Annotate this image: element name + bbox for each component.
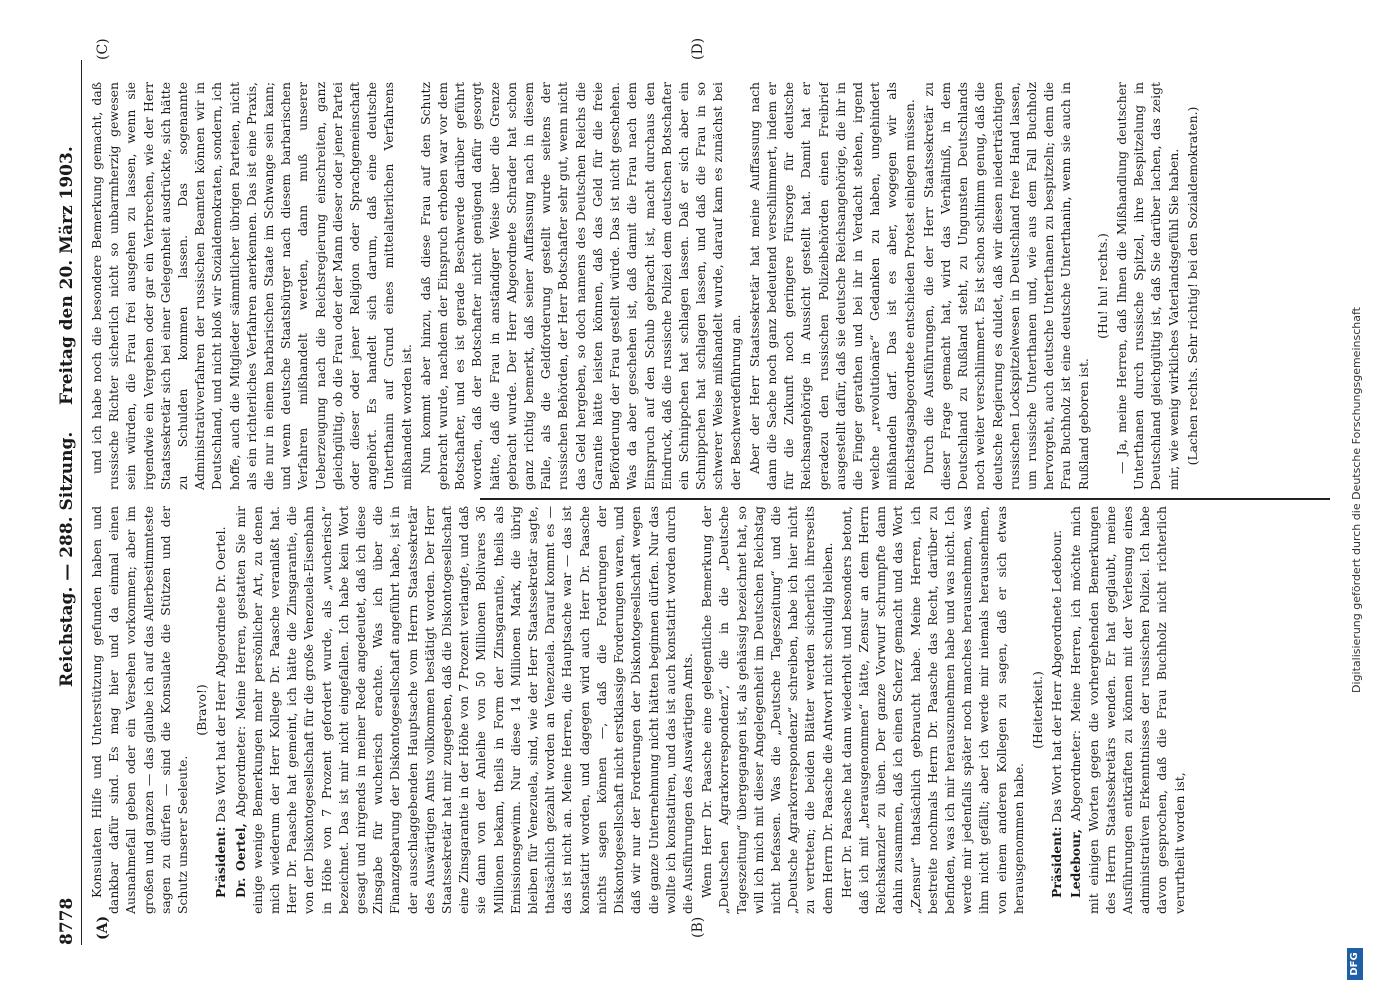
margin-letter-d: (D) <box>690 37 706 60</box>
session-title: Reichstag. — 288. Sitzung. <box>57 431 77 687</box>
speech-paragraph <box>232 506 696 914</box>
speech-paragraph: Aber der Herr Staatssekretär hat meine Auffassung nach dann die Sache noch ganz bedeutend verschlimmert, indem er für die Zukunft noch geringere Fürsorge für deutsche Reichsangehörige in Aussicht gestellt hat. Damit hat er geradezu den russischen Polizeibehörden einen Freibrief ausgestellt dafür, daß sie deutsche Reichsangehörige, die ihr in die Finger gerathen und bei ihr in Verdacht stehen, irgend welche „revolutionäre“ Gedanken zu haben, ungehindert mißhandeln darf. Das ist es aber, wogegen wir als Reichstagsabgeordnete entschieden Protest einlegen müssen. <box>746 82 917 490</box>
speech-paragraph: Konsulaten Hilfe und Unterstützung gefunden haben und dankbar dafür sind. Es mag hier und da einmal einen Ausnahmefall geben oder ein Versehen vorkommen; aber im großen und ganzen — das glaube ich auf das Allerbestimmteste sagen zu dürfen — sind die Konsulate die Stützen und der Schutz unserer Seeleute. <box>89 506 191 914</box>
interjection: (Hu! hu! rechts.) <box>1094 233 1110 339</box>
speech-paragraph <box>212 506 229 914</box>
right-column <box>88 82 1328 490</box>
speech-paragraph: Herr Dr. Paasche hat dann wiederholt und besonders betont, daß ich mit „herausgenommen“ hätte, Zensur an dem Herrn Reichskanzler zu üben. Der ganze Vorwurf schrumpfte dann dahin zusammen, daß ich einen Scherz gemacht und das Wort „Zensur“ thatsächlich gebraucht habe. Meine Herren, ich bestreite nochmals Herrn Dr. Paasche das Recht, darüber zu befinden, was ich mir herauszunehmen habe und was nicht. Ich werde mir jedenfalls später noch manches herausnehmen, was ihm nicht gefällt; aber ich werde mir niemals herausnehmen, von einem anderen Kollegen zu sagen, daß er sich etwas herausgenommen habe. <box>838 506 1026 914</box>
column-divider <box>480 498 1330 500</box>
speech-paragraph: Wenn Herr Dr. Paasche eine gelegentliche Bemerkung der „Deutschen Agrarkorrespondenz“, die in die „Deutsche Tageszeitung“ übergegangen ist, als gehässig bezeichnet hat, so will ich mich mit dieser Angelegenheit im Deutschen Reichstag nicht befassen. Was die „Deutsche Tageszeitung“ und die „Deutsche Agrarkorrespondenz“ schreiben, habe ich hier nicht zu vertreten; die beiden Blätter werden sicherlich ihrerseits dem Herrn Dr. Paasche die Antwort nicht schuldig bleiben. <box>699 506 835 914</box>
speech-text: Abgeordneter: Meine Herren, ich möchte mich mit einigen Worten gegen die vorhergehenden Bemerkungen des Herrn Staatssekretärs wenden. Er hat geglaubt, meine Ausführungen entkräften zu können mit der Verlesung eines administrativen Erkenntnisses der russischen Polizei. Ich habe davon gesprochen, daß die Frau Buchholz nicht richterlich verurtheilt worden ist, <box>1068 506 1187 914</box>
margin-letter-b: (B) <box>690 916 706 938</box>
speech-text: Das Wort hat der Herr Abgeordnete Dr. Oertel. <box>213 526 229 823</box>
speech-text: Das Wort hat der Herr Abgeordnete Ledebour. <box>1049 529 1065 823</box>
interjection: (Lachen rechts. Sehr richtig! bei den Sozialdemokraten.) <box>1184 106 1200 466</box>
running-head <box>55 60 82 945</box>
interjection: (Heiterkeit.) <box>1029 671 1045 749</box>
speaker-name: Präsident: <box>213 826 229 898</box>
margin-letter-a: (A) <box>95 915 111 940</box>
speech-paragraph <box>1048 506 1065 914</box>
speech-paragraph: und ich habe noch die besondere Bemerkung gemacht, daß russische Richter sicherlich nicht so unbarmherzig gewesen sein würden, die Frau frei ausgehen zu lassen, wenn sie irgendwie ein Vergehen oder gar ein Verbrechen, wie der Herr Staatssekretär sich bei einer Gelegenheit ausdrückte, sich hätte zu Schulden kommen lassen. Das sogenannte Administrativverfahren der russischen Beamten können wir in Deutschland, und nicht bloß wir Sozialdemokraten, sondern, ich hoffe, auch die Mitglieder sämmtlicher übrigen Parteien, nicht als ein richterliches Verfahren anerkennen. Das ist eine Praxis, die nur in einem barbarischen Staate im Schwange sein kann; und wenn deutsche Staatsbürger nach diesem barbarischen Verfahren mißhandelt werden, dann muß unserer Ueberzeugung nach die Reichsregierung einschreiten, ganz gleichgültig, ob die Frau oder der Mann dieser oder jener Partei oder dieser oder jener Religion oder Sprachgemeinschaft angehört. Es handelt sich darum, daß eine deutsche Unterthanin auf Grund eines mittelalterlichen Verfahrens mißhandelt worden ist. <box>89 82 414 490</box>
dfg-logo: DFG <box>1347 948 1363 980</box>
interjection: (Bravo!) <box>194 684 210 736</box>
session-date: Freitag den 20. März 1903. <box>57 146 77 405</box>
speaker-name: Präsident: <box>1049 826 1065 898</box>
speaker-name: Dr. Oertel, <box>232 823 248 898</box>
left-column <box>88 506 1328 914</box>
speech-paragraph <box>1067 506 1187 914</box>
speech-text: Abgeordneter: Meine Herren, gestatten Sie mir einige wenige Bemerkungen mehr persönlicher Art, zu denen mich wiederum der Herr Kollege Dr. Paasche veranlaßt hat. Herr Dr. Paasche hat gemeint, ich hätte die Zinsgarantie, die von der Diskontogesellschaft für die große Venezuela-Eisenbahn in Höhe von 7 Prozent gefordert wurde, als „wucherisch“ bezeichnet. Das ist mir nicht eingefallen. Ich habe kein Wort gesagt und nirgends in meiner Rede angedeutet, daß ich diese Zinsgabe für wucherisch erachte. Was ich über die Finanzgebarung der Diskontogesellschaft angeführt habe, ist in der ausschlaggebenden Hauptsache vom Herrn Staatssekretär des Auswärtigen Amts vollkommen bestätigt worden. Der Herr Staatssekretär hat mir zugegeben, daß die Diskontogesellschaft eine Zinsgarantie in der Höhe von 7 Prozent verlangte, und daß sie dann von der Anleihe von 50 Millionen Bolivares 36 Millionen bekam, theils in Form der Zinsgarantie, theils als Emissionsgewinn. Nur diese 14 Millionen Mark, die übrig bleiben für Venezuela, sind, wie der Herr Staatssekretär sagte, thatsächlich gezahlt worden an Venezuela. Darauf kommt es — das ist nicht an. Meine Herren, die Hauptsache war — das ist konstatirt worden, und dagegen wird auch Herr Dr. Paasche nichts sagen können —, daß die Forderungen der Diskontogesellschaft nicht erstklassige Forderungen waren, und daß wir nur der Forderungen der Diskontogesellschaft wegen die ganze Unternehmung nicht hätten beginnen dürfen. Nur das wollte ich konstatiren, und das ist auch konstatirt worden durch die Ausführungen des Auswärtigen Amts. <box>232 506 695 914</box>
page-number: 8778 <box>57 897 77 945</box>
margin-letter-c: (C) <box>95 38 111 60</box>
speaker-name: Ledebour, <box>1068 828 1084 898</box>
speech-paragraph: Durch die Ausführungen, die der Herr Staatssekretär zu dieser Frage gemacht hat, wird das Verhältniß, in dem Deutschland zu Rußland steht, zu Ungunsten Deutschlands noch weiter verschlimmert. Es ist schon schlimm genug, daß die deutsche Regierung es duldet, daß wir diesen niederträchtigen russischen Lockspitzelwesen in Deutschland freie Hand lassen, um russische Unterthanen und, wie aus dem Fall Buchholz hervorgeht, auch deutsche Unterthanen zu bespitzeln; denn die Frau Buchholz ist eine deutsche Unterthanin, wenn sie auch in Rußland geboren ist. <box>920 82 1091 490</box>
speech-paragraph: — Ja, meine Herren, daß Ihnen die Mißhandlung deutscher Unterthanen durch russische Spitzel, ihre Bespitzelung in Deutschland gleichgültig ist, daß Sie darüber lachen, das zeigt mir, wie wenig wirkliches Vaterlandsgefühl Sie haben. <box>1113 82 1181 490</box>
digitization-note: Digitalisierung gefördert durch die Deutsche Forschungsgemeinschaft <box>1350 307 1363 693</box>
speech-paragraph: Nun kommt aber hinzu, daß diese Frau auf den Schutz gebracht wurde, nachdem der Einspruch erhoben war vor dem Botschafter, und es ist gerade Beschwerde darüber geführt worden, daß der Botschafter nicht genügend dafür gesorgt hätte, daß die Frau in anständiger Weise über die Grenze gebracht wurde. Der Herr Abgeordnete Schrader hat schon ganz richtig bemerkt, daß seiner Auffassung nach in diesem Falle, als die Geldforderung gestellt wurde seitens der russischen Behörden, der Herr Botschafter sehr gut, wenn nicht das Geld hergeben, so doch namens des Deutschen Reichs die Garantie hätte leisten können, daß das Geld für die freie Beförderung der Frau gestellt würde. Das ist nicht geschehen. Was da aber geschehen ist, daß damit die Frau nach dem Einspruch auf den Schub gebracht ist, macht durchaus den Eindruck, daß die russische Polizei dem deutschen Botschafter ein Schnippchen hat schlagen lassen. Daß er sich aber ein Schnippchen hat schlagen lassen, und daß die Frau in so schwerer Weise mißhandelt wurde, darauf kam es zunächst bei der Beschwerdeführung an. <box>417 82 743 490</box>
